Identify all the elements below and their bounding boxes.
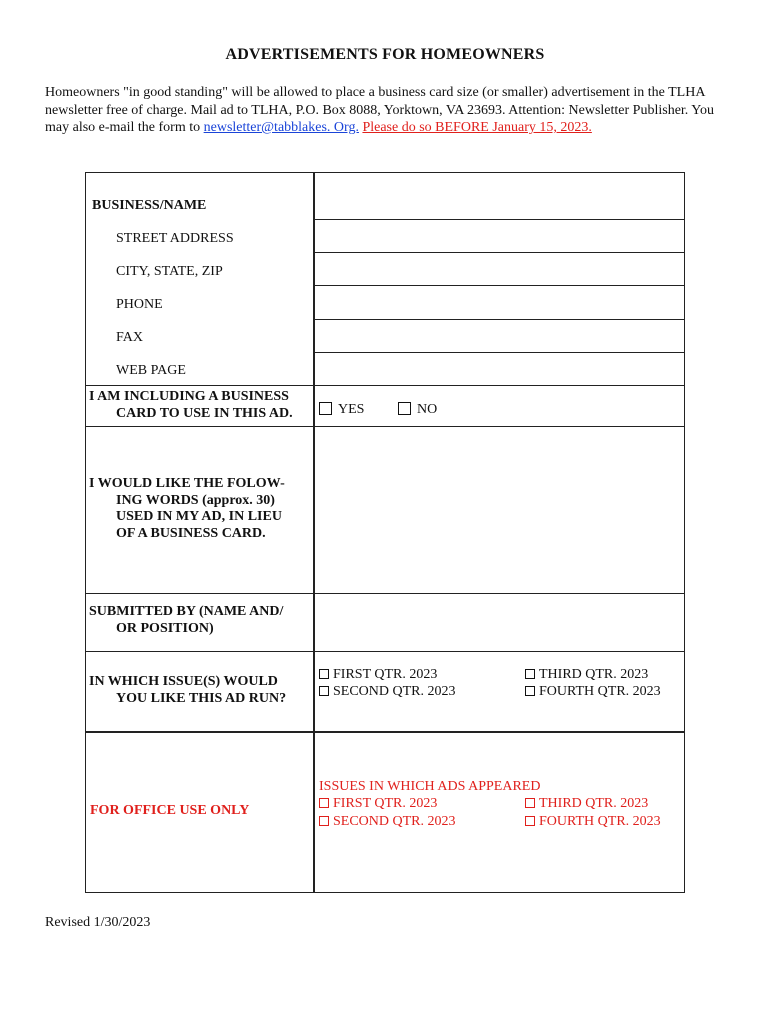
issues-label: [89, 674, 286, 707]
row-divider: [313, 252, 684, 253]
row-divider: [313, 352, 684, 353]
office-third-qtr-label: THIRD QTR. 2023: [539, 796, 649, 811]
third-qtr-label: THIRD QTR. 2023: [539, 667, 649, 682]
office-fourth-qtr-checkbox[interactable]: [525, 816, 535, 826]
office-first-qtr-checkbox[interactable]: [319, 798, 329, 808]
row-divider: [313, 319, 684, 320]
words-label: [89, 476, 285, 542]
ad-form-table: [85, 172, 685, 893]
phone-label: PHONE: [116, 297, 163, 312]
business-name-label: BUSINESS/NAME: [92, 198, 207, 213]
issues-line1: IN WHICH ISSUE(S) WOULD: [89, 674, 278, 689]
business-card-label: [89, 389, 293, 422]
third-qtr-checkbox[interactable]: [525, 669, 535, 679]
page-title: ADVERTISEMENTS FOR HOMEOWNERS: [225, 46, 545, 63]
first-qtr-label: FIRST QTR. 2023: [333, 667, 438, 682]
first-qtr-checkbox[interactable]: [319, 669, 329, 679]
second-qtr-option[interactable]: [319, 683, 456, 701]
submitted-by-line1: SUBMITTED BY (NAME AND/: [89, 604, 284, 619]
office-heading: ISSUES IN WHICH ADS APPEARED: [319, 779, 541, 794]
revision-date: Revised 1/30/2023: [45, 915, 151, 930]
no-option[interactable]: [398, 401, 437, 419]
street-address-label: STREET ADDRESS: [116, 231, 234, 246]
row-divider: [86, 385, 684, 386]
no-checkbox[interactable]: [398, 402, 411, 415]
second-qtr-label: SECOND QTR. 2023: [333, 684, 456, 699]
web-page-label: WEB PAGE: [116, 363, 186, 378]
fax-label: FAX: [116, 330, 143, 345]
office-first-qtr-label: FIRST QTR. 2023: [333, 796, 438, 811]
office-third-qtr-checkbox[interactable]: [525, 798, 535, 808]
office-fourth-qtr-label: FOURTH QTR. 2023: [539, 814, 661, 829]
office-second-qtr-checkbox[interactable]: [319, 816, 329, 826]
row-divider: [86, 426, 684, 427]
row-divider: [86, 593, 684, 594]
words-line4: OF A BUSINESS CARD.: [116, 525, 266, 541]
third-qtr-option[interactable]: [525, 666, 648, 684]
row-divider: [86, 731, 684, 733]
office-first-qtr[interactable]: [319, 795, 437, 813]
no-label: NO: [417, 402, 438, 417]
words-line3: USED IN MY AD, IN LIEU: [116, 509, 282, 524]
yes-option[interactable]: [319, 401, 364, 419]
yes-label: YES: [338, 402, 365, 417]
submitted-by-label: [89, 604, 283, 637]
row-divider: [86, 651, 684, 652]
email-link[interactable]: newsletter@tabblakes. Org.: [203, 120, 359, 135]
office-second-qtr[interactable]: [319, 813, 456, 831]
intro-text: Homeowners "in good standing" will be allowed to place a business card size (or smaller) advertisement in the TLHA newsletter free of charge. Mail ad to TLHA, P.O. Box 8088, Yorktown, VA 23693. Attention: Newsletter Publisher. You may also e-mail the form to: [45, 85, 714, 135]
fourth-qtr-checkbox[interactable]: [525, 686, 535, 696]
deadline-text: Please do so BEFORE January 15, 2023.: [362, 120, 592, 135]
first-qtr-option[interactable]: [319, 666, 437, 684]
office-second-qtr-label: SECOND QTR. 2023: [333, 814, 456, 829]
intro-paragraph: [45, 84, 735, 137]
issues-line2: YOU LIKE THIS AD RUN?: [116, 690, 287, 706]
office-third-qtr[interactable]: [525, 795, 648, 813]
business-card-line1: I AM INCLUDING A BUSINESS: [89, 389, 289, 404]
row-divider: [313, 219, 684, 220]
yes-checkbox[interactable]: [319, 402, 332, 415]
office-fourth-qtr[interactable]: [525, 813, 661, 831]
fourth-qtr-label: FOURTH QTR. 2023: [539, 684, 661, 699]
words-line2: ING WORDS (approx. 30): [116, 492, 275, 508]
business-card-line2: CARD TO USE IN THIS AD.: [116, 405, 293, 421]
submitted-by-line2: OR POSITION): [116, 620, 214, 636]
office-use-label: FOR OFFICE USE ONLY: [90, 803, 250, 818]
city-state-zip-label: CITY, STATE, ZIP: [116, 264, 223, 279]
second-qtr-checkbox[interactable]: [319, 686, 329, 696]
words-line1: I WOULD LIKE THE FOLOW-: [89, 476, 285, 491]
fourth-qtr-option[interactable]: [525, 683, 661, 701]
row-divider: [313, 285, 684, 286]
column-divider: [313, 173, 315, 892]
